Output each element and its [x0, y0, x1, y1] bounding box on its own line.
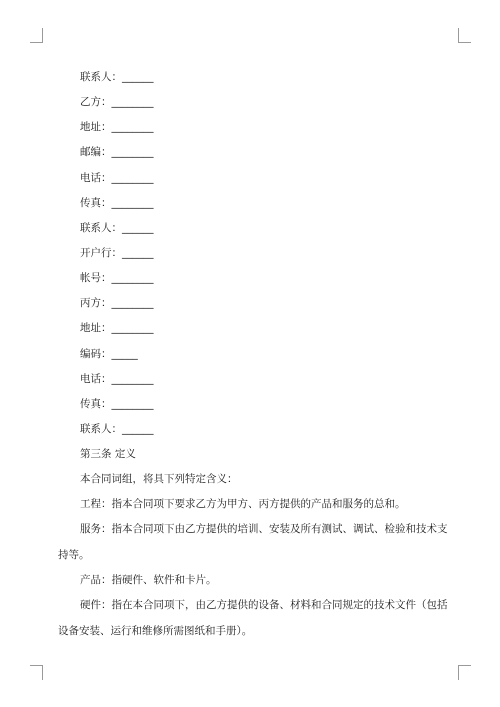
field-code: 编码：_____: [80, 348, 138, 360]
field-contact-2: 联系人：______: [80, 222, 154, 234]
field-address-1: 地址：________: [80, 121, 154, 133]
field-phone-2: 电话：________: [80, 373, 154, 385]
field-postcode: 邮编：________: [80, 146, 154, 158]
definition-service-line-2: 持等。: [58, 549, 90, 561]
field-account: 帐号：________: [80, 272, 154, 284]
article-heading: 第三条 定义: [80, 448, 136, 460]
field-bank: 开户行：______: [80, 247, 154, 259]
field-fax-2: 传真：________: [80, 398, 154, 410]
definition-hardware-line-1: 硬件：指在本合同项下，由乙方提供的设备、材料和合同规定的技术文件（包括: [80, 599, 448, 611]
article-intro: 本合同词组，将具下列特定含义：: [80, 473, 238, 485]
field-address-2: 地址：________: [80, 322, 154, 334]
field-party-b: 乙方：________: [80, 96, 154, 108]
crop-mark-bottom-left: [30, 665, 43, 680]
field-party-c: 丙方：________: [80, 297, 154, 309]
definition-hardware-line-2: 设备安装、运行和维修所需图纸和手册）。: [58, 625, 253, 637]
definition-product: 产品：指硬件、软件和卡片。: [80, 574, 217, 586]
definition-engineering: 工程：指本合同项下要求乙方为甲方、丙方提供的产品和服务的总和。: [80, 498, 406, 510]
field-contact-3: 联系人：______: [80, 423, 154, 435]
field-fax-1: 传真：________: [80, 197, 154, 209]
field-contact-1: 联系人：______: [80, 71, 154, 83]
crop-mark-bottom-right: [458, 665, 471, 680]
crop-mark-top-left: [30, 28, 43, 43]
field-phone-1: 电话：________: [80, 172, 154, 184]
definition-service-line-1: 服务：指本合同项下由乙方提供的培训、安装及所有测试、调试、检验和技术支: [80, 523, 448, 535]
crop-mark-top-right: [458, 28, 471, 43]
